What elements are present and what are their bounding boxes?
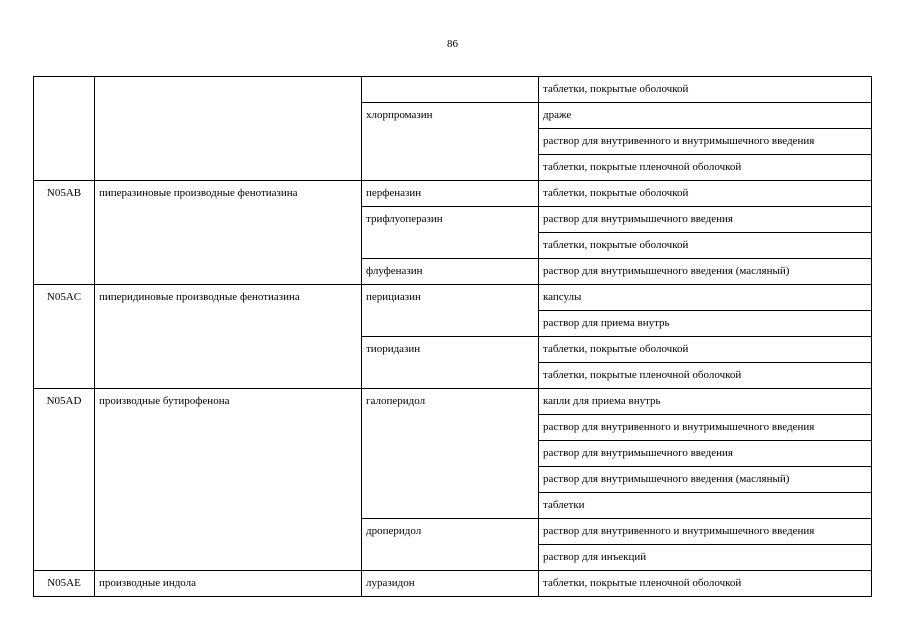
drug-name-cell: хлорпромазин (362, 103, 539, 181)
drug-name-cell: перфеназин (362, 181, 539, 207)
atc-code-cell: N05AC (34, 285, 95, 389)
dosage-form-cell: раствор для внутримышечного введения (масляный) (539, 259, 872, 285)
dosage-form-cell: драже (539, 103, 872, 129)
drug-name-cell: тиоридазин (362, 337, 539, 389)
dosage-form-cell: таблетки, покрытые пленочной оболочкой (539, 363, 872, 389)
table-row (34, 285, 872, 311)
atc-group-name-cell (95, 77, 362, 181)
atc-code-cell (34, 77, 95, 181)
drug-name-cell: перициазин (362, 285, 539, 337)
dosage-form-cell: таблетки, покрытые пленочной оболочкой (539, 155, 872, 181)
dosage-form-cell: раствор для внутримышечного введения (539, 441, 872, 467)
dosage-form-cell: капли для приема внутрь (539, 389, 872, 415)
dosage-form-cell: капсулы (539, 285, 872, 311)
drug-name-cell: дроперидол (362, 519, 539, 571)
atc-group-name-cell: пиперазиновые производные фенотиазина (95, 181, 362, 285)
table-body (34, 77, 872, 597)
atc-code-cell: N05AD (34, 389, 95, 571)
drug-name-cell: галоперидол (362, 389, 539, 519)
atc-group-name-cell: производные индола (95, 571, 362, 597)
drug-name-cell: луразидон (362, 571, 539, 597)
drug-name-cell (362, 77, 539, 103)
table-row (34, 389, 872, 415)
drug-name-cell: трифлуоперазин (362, 207, 539, 259)
dosage-form-cell: таблетки, покрытые оболочкой (539, 337, 872, 363)
dosage-form-cell: раствор для внутримышечного введения (масляный) (539, 467, 872, 493)
dosage-form-cell: раствор для внутривенного и внутримышечного введения (539, 415, 872, 441)
drug-name-cell: флуфеназин (362, 259, 539, 285)
atc-code-cell: N05AE (34, 571, 95, 597)
dosage-form-cell: раствор для внутривенного и внутримышечного введения (539, 129, 872, 155)
atc-code-cell: N05AB (34, 181, 95, 285)
dosage-form-cell: таблетки (539, 493, 872, 519)
dosage-form-cell: таблетки, покрытые пленочной оболочкой (539, 571, 872, 597)
dosage-form-cell: таблетки, покрытые оболочкой (539, 233, 872, 259)
dosage-form-cell: раствор для внутривенного и внутримышечного введения (539, 519, 872, 545)
atc-group-name-cell: производные бутирофенона (95, 389, 362, 571)
dosage-form-cell: раствор для приема внутрь (539, 311, 872, 337)
dosage-form-cell: таблетки, покрытые оболочкой (539, 181, 872, 207)
table-row (34, 181, 872, 207)
dosage-form-cell: раствор для инъекций (539, 545, 872, 571)
atc-group-name-cell: пиперидиновые производные фенотиазина (95, 285, 362, 389)
dosage-form-cell: таблетки, покрытые оболочкой (539, 77, 872, 103)
table-row (34, 571, 872, 597)
drug-classification-table (33, 76, 872, 597)
page-number: 86 (447, 38, 458, 50)
dosage-form-cell: раствор для внутримышечного введения (539, 207, 872, 233)
table-row (34, 77, 872, 103)
